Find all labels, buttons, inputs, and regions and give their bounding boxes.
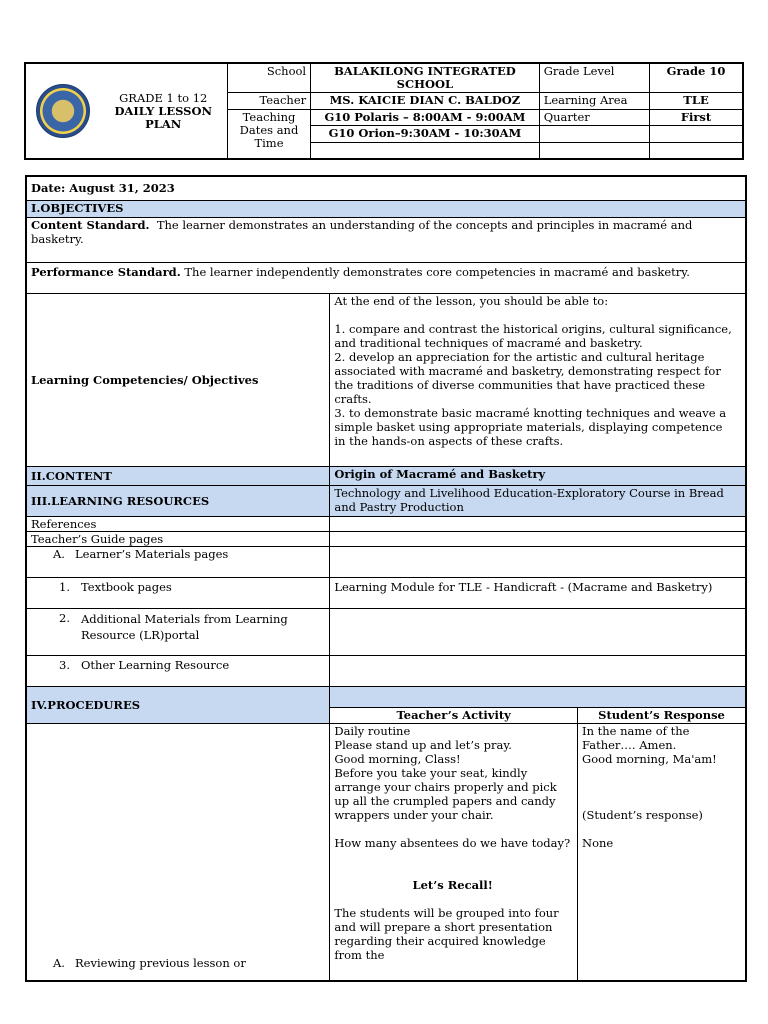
empty-cell bbox=[330, 531, 746, 546]
logo-cell bbox=[25, 63, 100, 159]
empty-cell bbox=[330, 655, 746, 686]
teacher-line: The students will be grouped into four and will prepare a short presentation regarding their acquired knowledge from the bbox=[334, 905, 559, 962]
date-line: Date: August 31, 2023 bbox=[26, 176, 746, 200]
plan-title-line2: DAILY LESSON bbox=[114, 103, 213, 118]
resources-value: Technology and Livelihood Education-Exploratory Course in Bread and Pastry Production bbox=[330, 485, 746, 516]
content-standard-label: Content Standard. bbox=[31, 217, 150, 232]
teaching-dates-label-1: Teaching bbox=[242, 109, 296, 124]
deped-seal-icon bbox=[36, 84, 90, 138]
student-line: Good morning, Ma'am! bbox=[582, 751, 717, 766]
list-marker: A. bbox=[53, 956, 65, 970]
list-marker: 1. bbox=[59, 579, 70, 594]
empty-cell bbox=[330, 546, 746, 577]
performance-standard-label: Performance Standard. bbox=[31, 264, 181, 279]
school-label: School bbox=[227, 63, 310, 93]
procedures-header-blank bbox=[330, 686, 746, 707]
performance-standard-text: The learner independently demonstrates core competencies in macramé and basketry. bbox=[184, 264, 690, 279]
grade-level-label: Grade Level bbox=[539, 63, 649, 93]
competencies-label: Learning Competencies/ Objectives bbox=[26, 293, 330, 466]
teacher-label: Teacher bbox=[227, 93, 310, 109]
textbook-text: Textbook pages bbox=[81, 579, 172, 594]
plan-title-line3: PLAN bbox=[145, 116, 182, 131]
lesson-plan-body bbox=[25, 175, 747, 982]
performance-standard bbox=[26, 262, 746, 293]
content-heading: II.CONTENT bbox=[26, 466, 330, 485]
teacher-activity bbox=[330, 723, 578, 981]
teachers-guide-label: Teacher’s Guide pages bbox=[26, 531, 330, 546]
school-value: BALAKILONG INTEGRATED SCHOOL bbox=[311, 63, 540, 93]
competency-item: 2. develop an appreciation for the artistic and cultural heritage associated with macramé and basketry, demonstrating respect for the traditions of diverse communities that have practiced these crafts. bbox=[334, 349, 721, 406]
competencies-list bbox=[330, 293, 746, 466]
schedule-1: G10 Polaris – 8:00AM - 9:00AM bbox=[311, 109, 540, 125]
lesson-plan-header bbox=[24, 62, 744, 160]
teacher-line: Please stand up and let’s pray. bbox=[334, 737, 512, 752]
competency-item: 1. compare and contrast the historical origins, cultural significance, and traditional techniques of macramé and basketry. bbox=[334, 321, 732, 350]
step-a-text: Reviewing previous lesson or bbox=[75, 956, 246, 970]
lets-recall-heading: Let’s Recall! bbox=[412, 877, 493, 892]
learning-area-value: TLE bbox=[650, 93, 743, 109]
teaching-dates-label bbox=[227, 109, 310, 159]
teaching-dates-label-3: Time bbox=[254, 135, 284, 150]
teacher-activity-header: Teacher’s Activity bbox=[330, 707, 578, 723]
teacher-line: Daily routine bbox=[334, 723, 411, 738]
teacher-line: Good morning, Class! bbox=[334, 751, 461, 766]
learners-materials-text: Learner’s Materials pages bbox=[75, 546, 229, 561]
textbook-label bbox=[26, 577, 330, 608]
resources-heading: III.LEARNING RESOURCES bbox=[26, 485, 330, 516]
student-line: In the name of the Father…. Amen. bbox=[582, 723, 690, 752]
procedures-heading: IV.PROCEDURES bbox=[26, 686, 330, 723]
competencies-intro: At the end of the lesson, you should be able to: bbox=[334, 293, 609, 308]
student-response bbox=[578, 723, 746, 981]
plan-title-line1: GRADE 1 to 12 bbox=[119, 90, 208, 105]
empty-cell bbox=[650, 125, 743, 159]
teacher-value: MS. KAICIE DIAN C. BALDOZ bbox=[311, 93, 540, 109]
empty-cell bbox=[330, 516, 746, 531]
student-line: (Student’s response) bbox=[582, 807, 703, 822]
learners-materials-label bbox=[26, 546, 330, 577]
student-response-header: Student’s Response bbox=[578, 707, 746, 723]
teaching-dates-label-2: Dates and bbox=[239, 122, 299, 137]
plan-title bbox=[100, 63, 228, 159]
content-value: Origin of Macramé and Basketry bbox=[330, 466, 746, 485]
list-marker: A. bbox=[53, 546, 65, 561]
other-resource-text: Other Learning Resource bbox=[81, 657, 230, 672]
additional-materials-label bbox=[26, 608, 330, 655]
textbook-value: Learning Module for TLE - Handicraft - (Macrame and Basketry) bbox=[330, 577, 746, 608]
quarter-label: Quarter bbox=[539, 109, 649, 125]
student-line: None bbox=[582, 835, 614, 850]
other-resource-label bbox=[26, 655, 330, 686]
additional-materials-text: Additional Materials from Learning Resource (LR)portal bbox=[81, 611, 288, 642]
schedule-2: G10 Orion–9:30AM - 10:30AM bbox=[311, 126, 539, 143]
list-marker: 3. bbox=[59, 657, 70, 672]
teacher-line: Before you take your seat, kindly arrange your chairs properly and pick up all the crumpled papers and candy wrappers under your chair. bbox=[334, 765, 557, 822]
learning-area-label: Learning Area bbox=[539, 93, 649, 109]
content-standard bbox=[26, 217, 746, 262]
content-standard-text: The learner demonstrates an understanding of the concepts and principles in macramé and basketry. bbox=[31, 217, 693, 246]
teacher-line: How many absentees do we have today? bbox=[334, 835, 571, 850]
competency-item: 3. to demonstrate basic macramé knotting techniques and weave a simple basket using appropriate materials, displaying competence in the hands-on aspects of these crafts. bbox=[334, 405, 727, 448]
empty-cell bbox=[330, 608, 746, 655]
quarter-value: First bbox=[650, 109, 743, 125]
schedule-2-cell bbox=[311, 125, 540, 159]
grade-level-value: Grade 10 bbox=[650, 63, 743, 93]
list-marker: 2. bbox=[59, 610, 70, 625]
step-a-label bbox=[26, 723, 330, 981]
empty-cell bbox=[539, 125, 649, 159]
objectives-heading: I.OBJECTIVES bbox=[26, 200, 746, 217]
references-label: References bbox=[26, 516, 330, 531]
